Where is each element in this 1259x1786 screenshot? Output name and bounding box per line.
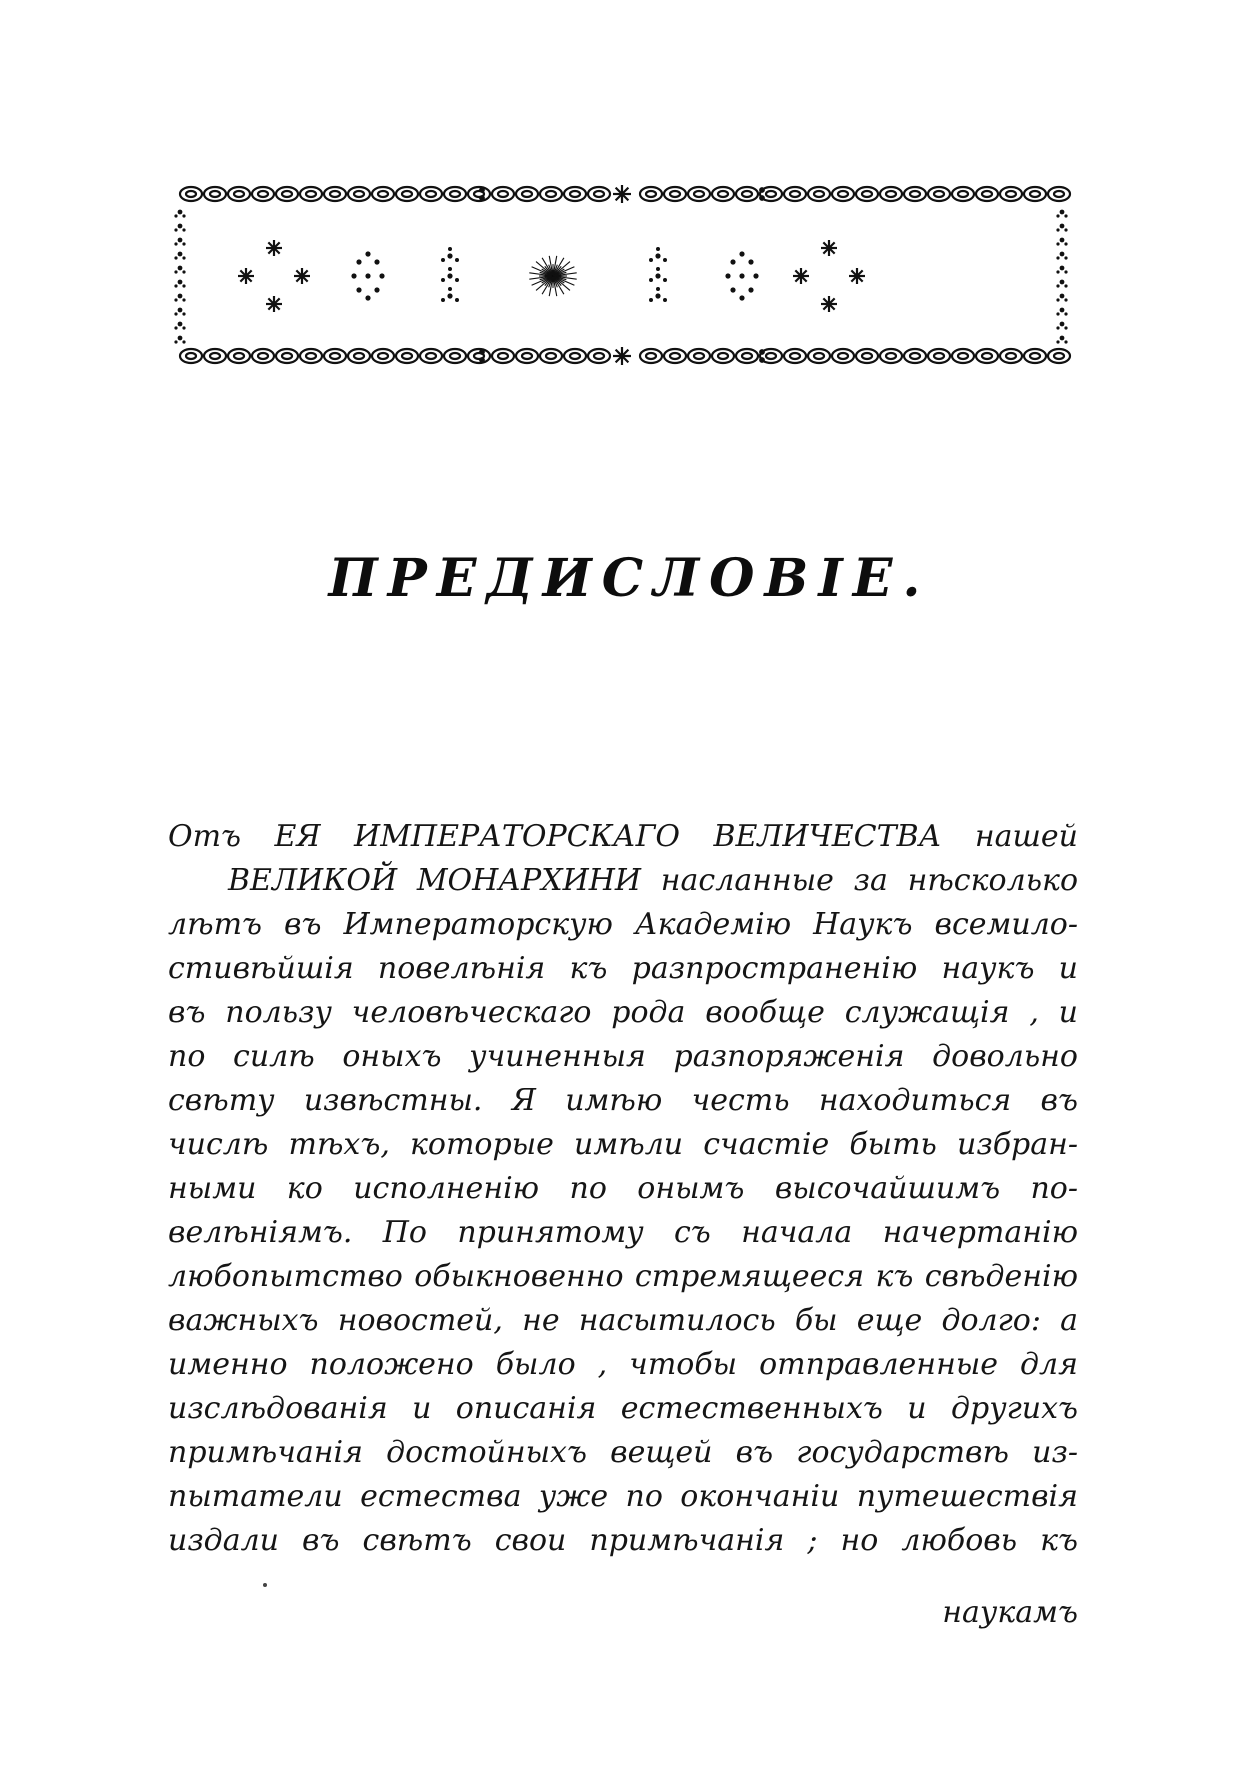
text-line: ВЕЛИКОЙ МОНАРХИНИ насланные за нѣсколько	[228, 863, 1078, 898]
body-text	[168, 815, 1078, 1563]
text-line: по силѣ оныхъ учиненныя разпоряженія довольно	[168, 1039, 1078, 1074]
text-line: велѣніямъ. По принятому съ начала начертанію	[168, 1215, 1078, 1250]
text-line: именно положено было , чтобы отправленные для	[168, 1347, 1078, 1382]
text-line: издали въ свѣтъ свои примѣчанія ; но любовь къ	[168, 1523, 1078, 1558]
text-line: примѣчанія достойныхъ вещей въ государствѣ из-	[168, 1435, 1078, 1470]
text-line: важныхъ новостей, не насытилось бы еще долго: а	[168, 1303, 1078, 1338]
page-title: ПРЕДИСЛОВІЕ.	[328, 548, 931, 609]
text-line: лѣтъ въ Императорскую Академію Наукъ всемило-	[168, 907, 1078, 942]
text-line: ными ко исполненію по онымъ высочайшимъ по-	[168, 1171, 1078, 1206]
ornamental-headpiece	[172, 180, 1072, 370]
ornamental-border-icon	[172, 180, 1072, 370]
text-line: изслѣдованія и описанія естественныхъ и другихъ	[168, 1391, 1078, 1426]
text-line: въ пользу человѣческаго рода вообще служащія , и	[168, 995, 1078, 1030]
text-line: числѣ тѣхъ, которые имѣли счастіе быть избран-	[168, 1127, 1078, 1162]
catchword: наукамъ	[942, 1595, 1078, 1630]
text-line: пытатели естества уже по окончаніи путешествія	[168, 1479, 1078, 1514]
text-line: Отъ ЕЯ ИМПЕРАТОРСКАГО ВЕЛИЧЕСТВА нашей	[168, 819, 1078, 854]
text-line: любопытство обыкновенно стремящееся къ свѣденію	[168, 1259, 1078, 1294]
text-line: свѣту извѣстны. Я имѣю честь находиться въ	[168, 1083, 1078, 1118]
text-line: стивѣйшія повелѣнія къ разпространенію наукъ и	[168, 951, 1078, 986]
ink-speck	[263, 1583, 267, 1587]
